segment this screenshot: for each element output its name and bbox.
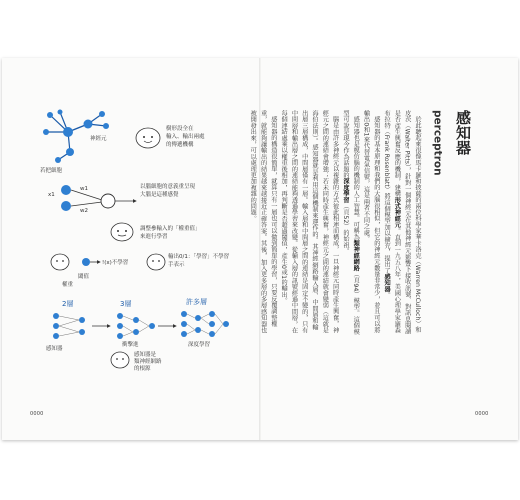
character-face-1 <box>136 128 160 148</box>
character-face-3 <box>111 352 129 368</box>
paragraph-4: 腦是由許多神經元以複雜的方式彼此相連而構成，一旦神經元同時產生興奮，神經元之間的連結會增強；若未同時產生興奮，神經元之間的連結就會變弱（這就是海伯法則）。感知器就是利用這個機制來運作的。其神經網路輸入層、中間層和輸出層三層構成，中間層僅有一層。輸入層和中間層之間的連結是固定不變的，只有中間層和輸出層之間的連結能夠透過學習來改變。從輸入層的訊號經過中間層，在每個連結處乘以權重後相加，再判斷是否超過閾值，產生0或1的輸出。 <box>280 110 339 334</box>
neuron-node <box>84 120 93 129</box>
neuron-node <box>99 111 105 117</box>
note-weights-1: 調整參輸入的「權重值」 <box>140 226 201 232</box>
page-number-right: 0000 <box>475 411 489 417</box>
note-brain-1: 以腦細胞的意義重呈現 <box>140 184 196 190</box>
label-dendrite: 若把細胞 <box>40 168 63 174</box>
paragraph-2: 感知器的基本原理和我們的大腦很相似，但它的神經元數量非常少，並且可以將輸出0和1來代替電氣信號，這是兩者不同之處。 <box>362 110 380 334</box>
label-3-layers: 3層 <box>120 300 132 308</box>
paragraph-3: 感知器也是模仿腦的機制的人工智慧。可稱為類神經網路（頁94）模型。這個模型可說是現今作為話題的深度學習（頁52）的始祖。 <box>341 110 360 335</box>
note-output-1: 輸出0/1：「學習」不學習 <box>168 254 230 260</box>
note-axon-1: 樹形設全在 <box>166 126 194 132</box>
label-w2: w2 <box>80 208 88 214</box>
paragraph-5: 感知器的構造很簡單，就算只有一層也可以做到簡單的學習，只要反覆調整權重，就能夠讓輸出的結果越來越接近正確答案。其後，加入更多層的多層感知器也被開發出來，可以處理更加複雜的問題。 <box>249 110 277 334</box>
note-root-3: 的根源 <box>134 366 151 372</box>
layers-diagram <box>46 297 229 352</box>
paragraph-1: 於此聽起來很像馬卡羅和披薩的兩位科學家華卡洛克（Warren McCulloch）和皮茨（Walter Pitts），針對一個神經元在其他神經元影響下接收訊號、對訊息閱讀是否產生興奮反應的機制，建構形式神經元。直到一九五八年，美國心理學家羅森布拉特（Frank Rosenblatt）將這個模型加以擴充，提出了感知器。 <box>383 110 421 335</box>
threshold-diagram <box>51 252 230 288</box>
note-root-1: 感知器是 <box>134 352 157 358</box>
neuron-node <box>58 110 63 115</box>
label-weight: 權重 <box>62 282 74 288</box>
label-progress: 衝擊進 <box>122 342 139 348</box>
character-face-2 <box>111 223 133 241</box>
neuron-node <box>55 157 61 163</box>
label-2-layers: 2層 <box>62 300 74 308</box>
note-weights-2: 來進行學習 <box>140 234 168 240</box>
note-axon-3: 的傳遞機構 <box>166 142 194 148</box>
label-threshold: 閾值 <box>78 274 90 280</box>
label-w1: w1 <box>80 186 88 192</box>
term-deep-learning: 深度學習 <box>341 178 349 204</box>
note-brain-2: 大腦是這種感覺 <box>140 192 179 198</box>
body-text <box>249 110 422 336</box>
term-neural-network: 類神經網路 <box>352 240 360 272</box>
term-formal-neuron: 形式神經元 <box>393 196 401 228</box>
label-many-layers: 許多層 <box>186 298 207 306</box>
label-deep-learning: 深度學習 <box>188 342 211 348</box>
neuron-node <box>63 127 73 137</box>
neuron-diagram <box>40 110 109 175</box>
neuron-node <box>43 129 49 135</box>
note-root-2: 類神經網路 <box>134 359 162 365</box>
model-neuron <box>48 185 136 214</box>
neuron-node <box>47 112 53 118</box>
page-title: 感知器 <box>454 110 472 155</box>
page-subtitle: perceptron <box>431 110 444 176</box>
page-number-left: 0000 <box>30 411 44 417</box>
label-perceptron: 感知器 <box>46 346 63 352</box>
note-axon-2: 輸入、輸出兩處 <box>166 134 205 140</box>
neuron-node <box>66 148 74 156</box>
label-x1: x1 <box>48 192 55 198</box>
label-no-learning: !(x)不學習 <box>102 260 129 266</box>
perceptron-illustration <box>40 110 240 370</box>
term-perceptron: 感知器 <box>383 273 391 293</box>
note-output-2: 手表示 <box>168 262 185 268</box>
label-neuron: 神經元 <box>90 136 107 142</box>
neuron-node <box>103 123 109 129</box>
